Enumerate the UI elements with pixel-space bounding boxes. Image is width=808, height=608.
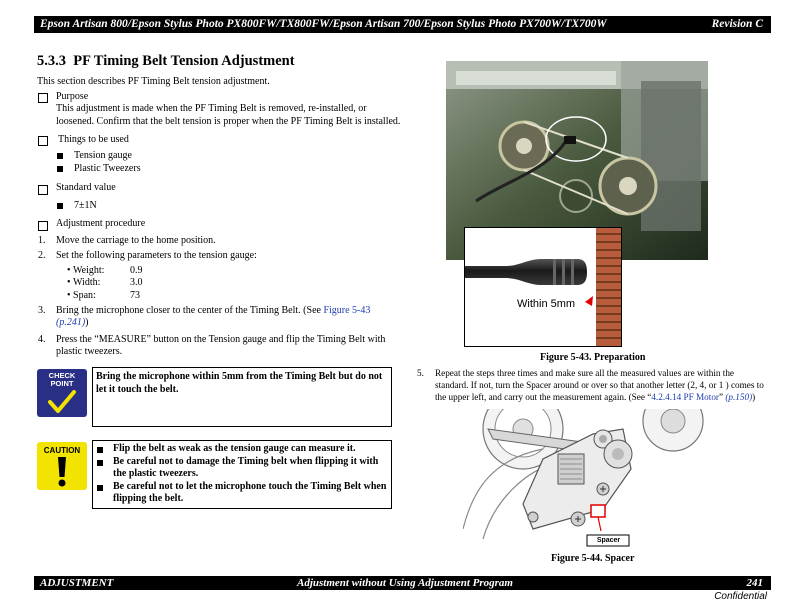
procedure-label: Adjustment procedure (56, 218, 146, 229)
footer-center: Adjustment without Using Adjustment Program (297, 577, 513, 589)
caution-item-2-cont: the plastic tweezers. (113, 468, 199, 479)
param-width: • Width: (67, 277, 101, 288)
checkbox-bullet (38, 93, 48, 103)
param-width-value: 3.0 (130, 277, 143, 288)
param-span-value: 73 (130, 290, 140, 301)
checkbox-bullet (38, 185, 48, 195)
square-bullet (97, 485, 103, 491)
checkpoint-badge-text-1: CHECK (48, 371, 76, 380)
step-5-line-1: Repeat the steps three times and make sure all the measured values are within the (435, 368, 734, 378)
footer-page-number: 241 (746, 577, 763, 589)
page-241-link[interactable]: (p.241) (56, 317, 86, 328)
step-5-line-2: standard. If not, turn the Spacer around or over so that another letter (2, 4, or 1 ) comes to (435, 380, 764, 390)
caution-note (92, 440, 392, 509)
microphone-belt-diagram (465, 228, 621, 346)
square-bullet (97, 447, 103, 453)
within-5mm-label: Within 5mm (517, 298, 576, 310)
step-3-text: Bring the microphone closer to the center of the Timing Belt. (See Figure 5-43 (56, 305, 371, 316)
purpose-line-2: loosened. Confirm that the belt tension is proper when the PF Timing Belt is installed. (56, 116, 401, 127)
step-1-text: Move the carriage to the home position. (56, 235, 216, 246)
square-bullet (97, 460, 103, 466)
exclamation-icon (53, 456, 71, 488)
caution-badge-text: CAUTION (43, 446, 81, 455)
pf-motor-link[interactable]: 4.2.4.14 PF Motor (651, 392, 719, 402)
standard-value: 7±1N (74, 200, 97, 211)
checkpoint-badge (37, 369, 87, 417)
figure-5-43-caption: Figure 5-43. Preparation (540, 352, 646, 363)
checkbox-bullet (38, 136, 48, 146)
caution-item-1: Flip the belt as weak as the tension gauge can measure it. (113, 443, 356, 454)
checkpoint-line-1: Bring the microphone within 5mm from the Timing Belt but do not (96, 371, 383, 382)
standard-label: Standard value (56, 182, 116, 193)
square-bullet (57, 153, 63, 159)
step-5-number: 5. (417, 368, 424, 378)
step-2-text: Set the following parameters to the tension gauge: (56, 250, 257, 261)
param-weight-value: 0.9 (130, 265, 143, 276)
square-bullet (57, 166, 63, 172)
section-intro: This section describes PF Timing Belt tension adjustment. (37, 76, 270, 87)
figure-5-43-link[interactable]: Figure 5-43 (323, 305, 371, 316)
step-4-line-2: plastic tweezers. (56, 346, 123, 357)
spacer-label: Spacer (596, 537, 621, 544)
page-150-link[interactable]: (p.150) (725, 392, 753, 402)
step-3-number: 3. (38, 305, 46, 316)
checkpoint-badge-text-2: POINT (50, 379, 74, 388)
footer-confidential: Confidential (714, 591, 767, 602)
step-4-number: 4. (38, 334, 46, 345)
figure-5-44-drawing (463, 409, 711, 549)
step-1-number: 1. (38, 235, 46, 246)
checkmark-icon (48, 390, 76, 414)
section-title: 5.3.3 PF Timing Belt Tension Adjustment (37, 53, 295, 69)
param-span: • Span: (67, 290, 96, 301)
things-item-2: Plastic Tweezers (74, 163, 141, 174)
figure-5-43-inset (464, 227, 622, 347)
caution-item-2: Be careful not to damage the Timing belt when flipping it with (113, 456, 379, 467)
footer-left: ADJUSTMENT (40, 577, 114, 589)
purpose-label: Purpose (56, 91, 89, 102)
spacer-diagram (463, 409, 711, 549)
purpose-line-1: This adjustment is made when the PF Timing Belt is removed, re-installed, or (56, 103, 367, 114)
checkbox-bullet (38, 221, 48, 231)
things-label: Things to be used (58, 134, 129, 145)
footer-bar (34, 576, 771, 590)
step-2-number: 2. (38, 250, 46, 261)
square-bullet (57, 203, 63, 209)
things-item-1: Tension gauge (74, 150, 132, 161)
caution-item-3: Be careful not to let the microphone touch the Timing Belt when (113, 481, 387, 492)
header-title: Epson Artisan 800/Epson Stylus Photo PX800FW/TX800FW/Epson Artisan 700/Epson Stylus Photo PX700W/TX700W (40, 18, 607, 30)
checkpoint-line-2: let it touch the belt. (96, 383, 179, 395)
figure-5-44-caption: Figure 5-44. Spacer (551, 553, 635, 564)
caution-item-3-cont: flipping the belt. (113, 493, 184, 504)
checkpoint-note (92, 367, 392, 427)
step-4-line-1: Press the “MEASURE” button on the Tension gauge and flip the Timing Belt with (56, 334, 386, 345)
caution-badge (37, 442, 87, 490)
header-revision: Revision C (711, 18, 763, 30)
param-weight: • Weight: (67, 265, 105, 276)
step-3-text-cont: (p.241)) (56, 317, 89, 328)
step-5-line-3: the upper left, and carry out the measurement again. (See “4.2.4.14 PF Motor” (p.150)) (435, 392, 756, 402)
header-bar (34, 16, 771, 33)
